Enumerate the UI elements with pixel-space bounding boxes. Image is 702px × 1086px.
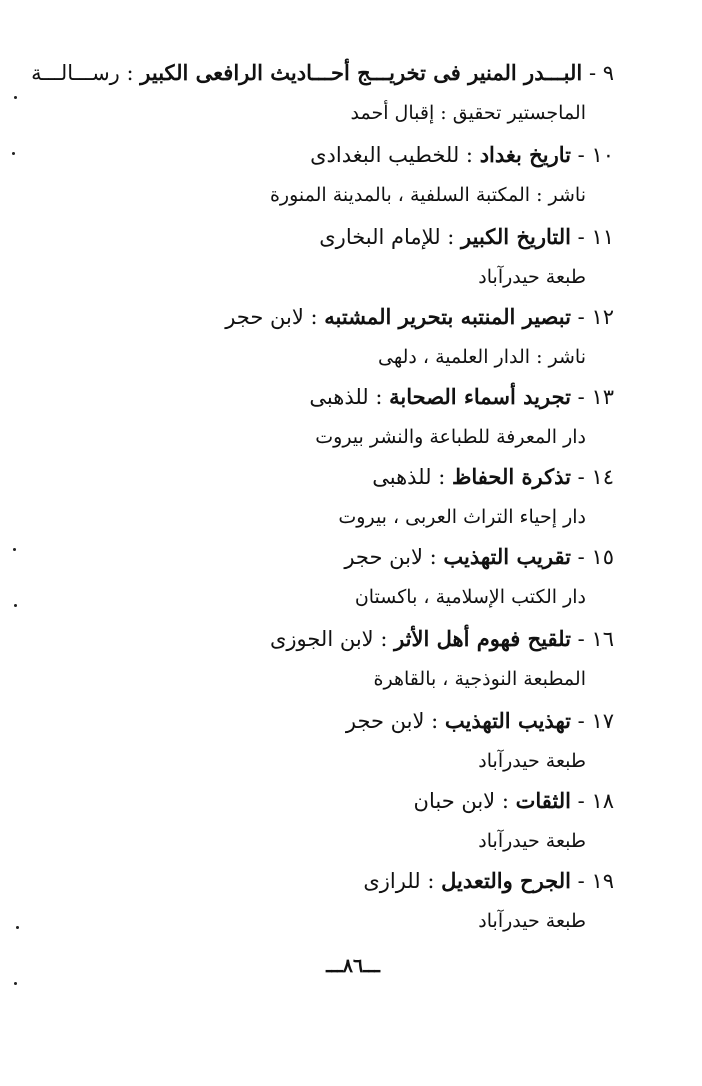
entry-number: ١٢ - (577, 305, 614, 329)
entry-detail: طبعة حيدرآباد (478, 266, 586, 288)
entry-author: : لابن حجر (344, 545, 437, 569)
scan-speck (14, 96, 17, 99)
bibliography-entry-19 (363, 866, 614, 936)
page-number: ـــ٨٦ـــ (326, 955, 380, 977)
entry-author: : لابن الجوزى (269, 627, 388, 651)
entry-number: ١٩ - (577, 869, 614, 893)
entry-title: تبصير المنتبه بتحرير المشتبه (324, 304, 571, 329)
entry-detail: الماجستير تحقيق : إقبال أحمد (350, 102, 586, 124)
entry-detail: المطبعة النوذجية ، بالقاهرة (373, 668, 586, 690)
entry-author: : لابن حجر (345, 709, 439, 733)
entry-author: : للذهبى (372, 465, 446, 489)
entry-author: : رســـالـــة (31, 61, 134, 85)
entry-number: ١٤ - (577, 465, 614, 489)
entry-number: ١٥ - (577, 545, 614, 569)
entry-title: تقريب التهذيب (443, 544, 571, 569)
entry-number: ١١ - (577, 225, 614, 249)
entry-author: : لابن حجر (225, 305, 318, 329)
bibliography-entry-14 (338, 462, 614, 532)
entry-author: : لابن حبان (413, 789, 509, 813)
entry-detail: طبعة حيدرآباد (478, 830, 586, 852)
entry-title: التاريخ الكبير (461, 224, 571, 249)
entry-author: : للذهبى (309, 385, 383, 409)
entry-heading (363, 866, 614, 896)
bibliography-entry-16 (270, 624, 614, 694)
entry-title: الجرح والتعديل (441, 868, 571, 893)
scan-speck (16, 926, 19, 929)
entry-author: : للإمام البخارى (319, 225, 455, 249)
bibliography-entry-13 (309, 382, 614, 452)
entry-title: تجريد أسماء الصحابة (389, 384, 571, 409)
entry-author: : للخطيب البغدادى (310, 143, 473, 167)
entry-heading (319, 222, 614, 252)
entry-title: تاريخ بغداد (479, 142, 571, 167)
entry-heading (31, 58, 614, 88)
entry-detail: ناشر : المكتبة السلفية ، بالمدينة المنورة (269, 184, 586, 206)
entry-title: الثقات (515, 788, 571, 813)
entry-heading (225, 302, 614, 332)
scan-speck (12, 152, 15, 155)
entry-heading (309, 382, 614, 412)
bibliography-entry-10 (270, 140, 614, 210)
entry-detail: طبعة حيدرآباد (478, 910, 586, 932)
entry-heading (344, 542, 614, 572)
bibliography-entry-17 (346, 706, 614, 776)
entry-heading (346, 706, 614, 736)
entry-number: ١٧ - (577, 709, 614, 733)
entry-detail: ناشر : الدار العلمية ، دلهى (378, 346, 586, 368)
entry-heading (338, 462, 614, 492)
entry-number: ٩ - (588, 61, 614, 85)
scan-speck (13, 548, 16, 551)
entry-heading (270, 624, 614, 654)
scan-speck (14, 982, 17, 985)
entry-title: البـــدر المنير فى تخريـــج أحـــاديث الرافعى الكبير (140, 60, 583, 85)
bibliography-entry-15 (344, 542, 614, 612)
entry-detail: دار الكتب الإسلامية ، باكستان (354, 586, 586, 608)
entry-title: تهذيب التهذيب (444, 708, 571, 733)
bibliography-entry-12 (225, 302, 614, 372)
entry-heading (270, 140, 614, 170)
bibliography-entry-11 (319, 222, 614, 292)
entry-number: ١٦ - (577, 627, 614, 651)
entry-title: تلقيح فهوم أهل الأثر (394, 626, 571, 651)
entry-number: ١٠ - (577, 143, 614, 167)
entry-heading (414, 786, 614, 816)
entry-detail: دار إحياء التراث العربى ، بيروت (338, 506, 586, 528)
scan-speck (14, 604, 17, 607)
entry-title: تذكرة الحفاظ (451, 464, 571, 489)
entry-detail: دار المعرفة للطباعة والنشر بيروت (315, 426, 586, 448)
bibliography-entry-18 (414, 786, 614, 856)
entry-number: ١٨ - (577, 789, 614, 813)
entry-detail: طبعة حيدرآباد (478, 750, 586, 772)
bibliography-entry-9 (31, 58, 614, 128)
entry-number: ١٣ - (577, 385, 614, 409)
entry-author: : للرازى (363, 869, 435, 893)
